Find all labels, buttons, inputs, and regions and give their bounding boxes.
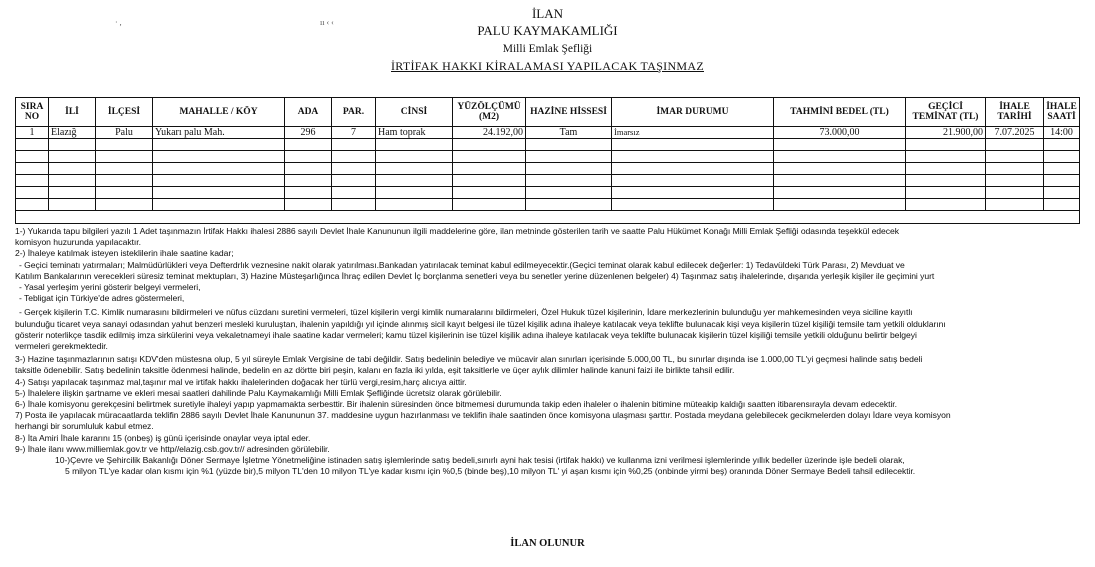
cell-ilcesi: Palu bbox=[96, 127, 153, 139]
subject-heading: İRTİFAK HAKKI KİRALAMASI YAPILACAK TAŞINMAZ bbox=[391, 59, 704, 73]
clause-8: 8-) İta Amiri İhale kararını 15 (onbeş) iş günü içerisinde onaylar veya iptal eder. bbox=[15, 432, 311, 443]
notice-title: İLAN bbox=[531, 6, 564, 21]
scan-mark-mid: ıı ‹ ‹ bbox=[320, 18, 334, 27]
clause-10-line-2: 5 milyon TL'ye kadar olan kısmı için %1 (yüzde bir),5 milyon TL'den 10 milyon TL'ye kadar kısmı için %0,5 (binde beş),10 milyon TL' yi aşan kısmı için %0,25 (onbinde yirmi beş) oranında Döner Sermaye Bedeli tahsil edilecektir. bbox=[65, 466, 916, 477]
table-header-row bbox=[16, 98, 1080, 127]
scan-mark-left: · , bbox=[115, 18, 122, 27]
property-table bbox=[15, 97, 1080, 224]
clause-2b: - Yasal yerleşim yerini gösterir belgeyi vermeleri, bbox=[19, 282, 201, 293]
table-footer-row bbox=[16, 211, 1080, 224]
col-yuzolcumu: YÜZÖLÇÜMÜ (M2) bbox=[453, 98, 526, 127]
clause-9: 9-) İhale ilanı www.milliemlak.gov.tr ve http//elazig.csb.gov.tr// adresinden görülebilir. bbox=[15, 443, 330, 454]
closing-statement: İLAN OLUNUR bbox=[510, 538, 585, 549]
col-ili: İLİ bbox=[49, 98, 96, 127]
table-row bbox=[16, 127, 1080, 139]
authority-name: PALU KAYMAKAMLIĞI bbox=[477, 23, 618, 38]
clause-1-line-2: komisyon huzurunda yapılacaktır. bbox=[15, 237, 141, 248]
col-par: PAR. bbox=[332, 98, 376, 127]
cell-hazine: Tam bbox=[526, 127, 612, 139]
table-row-empty bbox=[16, 187, 1080, 199]
col-saat: İHALE SAATİ bbox=[1044, 98, 1080, 127]
notice-body bbox=[15, 226, 1081, 477]
col-teminat: GEÇİCİ TEMİNAT (TL) bbox=[906, 98, 986, 127]
clause-2a-line-2: Katılım Bankalarının verecekleri süresiz teminat mektupları, 3) Hazine Müsteşarlığınca İhraç edilen Devlet İç borçlanma senetleri veya bu senetler yerine düzenlenen belgeler) 4) Taşınmaz satış ihalelerinde, dışarıda yerleşik kişiler ile geçimini yurt bbox=[15, 270, 935, 281]
cell-teminat: 21.900,00 bbox=[906, 127, 986, 139]
cell-cinsi: Ham toprak bbox=[376, 127, 453, 139]
clause-2d-line-1: - Gerçek kişilerin T.C. Kimlik numarasını bildirmeleri ve nüfus cüzdanı suretini vermeleri, tüzel kişilerin vergi kimlik numaralarını bildirmeleri, Özel Hukuk tüzel kişilerinin, İdare merkezlerinin bulunduğu yer mahkemesinden veya siciline kayıtlı bbox=[19, 307, 913, 318]
clause-1-line-1: 1-) Yukarıda tapu bilgileri yazılı 1 Adet taşınmazın İrtifak Hakkı ihalesi 2886 sayılı Devlet İhale Kanununun ilgili maddelerine göre, ilan metninde gösterilen tarih ve saatte Palu Hükümet Konağı Milli Emlak Şefliği odasında teşekkül edecek bbox=[15, 226, 899, 236]
cell-mahalle: Yukarı palu Mah. bbox=[153, 127, 285, 139]
cell-tarih: 7.07.2025 bbox=[986, 127, 1044, 139]
department-name: Milli Emlak Şefliği bbox=[502, 43, 593, 55]
clause-7-line-2: herhangi bir sorumluluk kabul etmez. bbox=[15, 421, 154, 432]
col-cinsi: CİNSİ bbox=[376, 98, 453, 127]
table-row-empty bbox=[16, 139, 1080, 151]
cell-ili: Elazığ bbox=[49, 127, 96, 139]
clause-2d-line-2: bulunduğu ticaret veya sanayi odasından yahut benzeri mesleki kuruluştan, ihalenin yapıldığı yıl içinde alınmış sicil kayıt belgesi ile tüzel kişilik adına ihaleye katılacak veya teklifte bulunacak kişi veya kişilerin tüzel kişiliği temsile tam yetkili olduklarını bbox=[15, 318, 946, 329]
clause-7-line-1: 7) Posta ile yapılacak müracaatlarda teklifin 2886 sayılı Devlet İhale Kanununun 37. maddesine uygun hazırlanması ve teklifin ihale saatinden önce komisyona ulaşması şarttır. Postada meydana gelebilecek gecikmelerden dolayı İdare veya komisyon bbox=[15, 410, 951, 421]
table-row-empty bbox=[16, 175, 1080, 187]
clause-2d-line-4: vermeleri gerekmektedir. bbox=[15, 341, 108, 352]
col-bedel: TAHMİNİ BEDEL (TL) bbox=[774, 98, 906, 127]
cell-bedel: 73.000,00 bbox=[774, 127, 906, 139]
clause-5: 5-) İhalelere ilişkin şartname ve ekleri mesai saatleri dahilinde Palu Kaymakamlığı Milli Emlak Şefliğinde ücretsiz olarak görülebilir. bbox=[15, 387, 502, 398]
col-ada: ADA bbox=[285, 98, 332, 127]
clause-3-line-2: taksitle ödenebilir. Satış bedelinin taksitle ödenmesi halinde, bedelin en az dörtte biri peşin, kalanı en fazla iki yılda, eşit taksitlerle ve üçer aylık dilimler halinde kanuni faizi ile birlikte tahsil edilir. bbox=[15, 365, 735, 376]
table-row-empty bbox=[16, 199, 1080, 211]
col-hazine: HAZİNE HİSSESİ bbox=[526, 98, 612, 127]
clause-2a-line-1: - Geçici teminatı yatırmaları; Malmüdürlükleri veya Defterdrlık veznesine nakit olarak yatırılması.Bankadan yatırılacak teminat kabul edilmeyecektir.(Geçici teminat olarak kabul edilecek değerler: 1) Tedavüldeki Türk Parası, 2) Mevduat ve bbox=[19, 259, 905, 270]
clause-2d-line-3: gösterir noterlikçe tasdik edilmiş imza sirkülerini veya vekaletnameyi ihale saatine kadar vermeleri; kamu tüzel kişilerinin ise tüzel kişilik adına ihaleye katılacak veya teklifte bulunacak kişilerin tüzel kişiliği temsile yetkili olduğunu belirtir belgeyi bbox=[15, 329, 917, 340]
cell-imar: İmarsız bbox=[612, 127, 774, 139]
cell-sira: 1 bbox=[16, 127, 49, 139]
col-sira: SIRA NO bbox=[16, 98, 49, 127]
col-imar: İMAR DURUMU bbox=[612, 98, 774, 127]
clause-2c: - Tebligat için Türkiye'de adres göstermeleri, bbox=[19, 293, 185, 304]
clause-4: 4-) Satışı yapılacak taşınmaz mal,taşınır mal ve irtifak hakkı ihalelerinden doğacak her türlü vergi,resim,harç alıcıya aittir. bbox=[15, 376, 467, 387]
cell-ada: 296 bbox=[285, 127, 332, 139]
clause-3-line-1: 3-) Hazine taşınmazlarının satışı KDV'den müstesna olup, 5 yıl süreyle Emlak Vergisine de tabi değildir. Satış bedelinin belediye ve mücavir alan sınırları içerisinde 5.000,00 TL, bu sınırlar dışında ise 1.000,00 TL'yi geçmesi halinde satış bedeli bbox=[15, 354, 923, 365]
clause-10-line-1: 10-)Çevre ve Şehircilik Bakanlığı Döner Sermaye İşletme Yönetmeliğine istinaden satış işlemlerinde satış bedeli,sınırlı ayni hak tesisi (irtifak hakkı) ve kullanma izni verilmesi işlemlerinde yıllık bedeller üzerinde işle bedeli olarak, bbox=[55, 455, 905, 466]
clause-6: 6-) İhale komisyonu gerekçesini belirtmek suretiyle ihaleyi yapıp yapmamakta serbesttir. Bir ihalenin süresinden önce bitmemesi durumunda takip eden ihaleler o ihalenin bitimine müteakip kaldığı saatten itibarensırayla devam edecektir. bbox=[15, 399, 897, 410]
table-row-empty bbox=[16, 163, 1080, 175]
col-tarih: İHALE TARİHİ bbox=[986, 98, 1044, 127]
cell-par: 7 bbox=[332, 127, 376, 139]
table-row-empty bbox=[16, 151, 1080, 163]
clause-2: 2-) İhaleye katılmak isteyen isteklilerin ihale saatine kadar; bbox=[15, 248, 234, 259]
col-ilcesi: İLÇESİ bbox=[96, 98, 153, 127]
cell-saat: 14:00 bbox=[1044, 127, 1080, 139]
col-mahalle: MAHALLE / KÖY bbox=[153, 98, 285, 127]
cell-yuzolcumu: 24.192,00 bbox=[453, 127, 526, 139]
